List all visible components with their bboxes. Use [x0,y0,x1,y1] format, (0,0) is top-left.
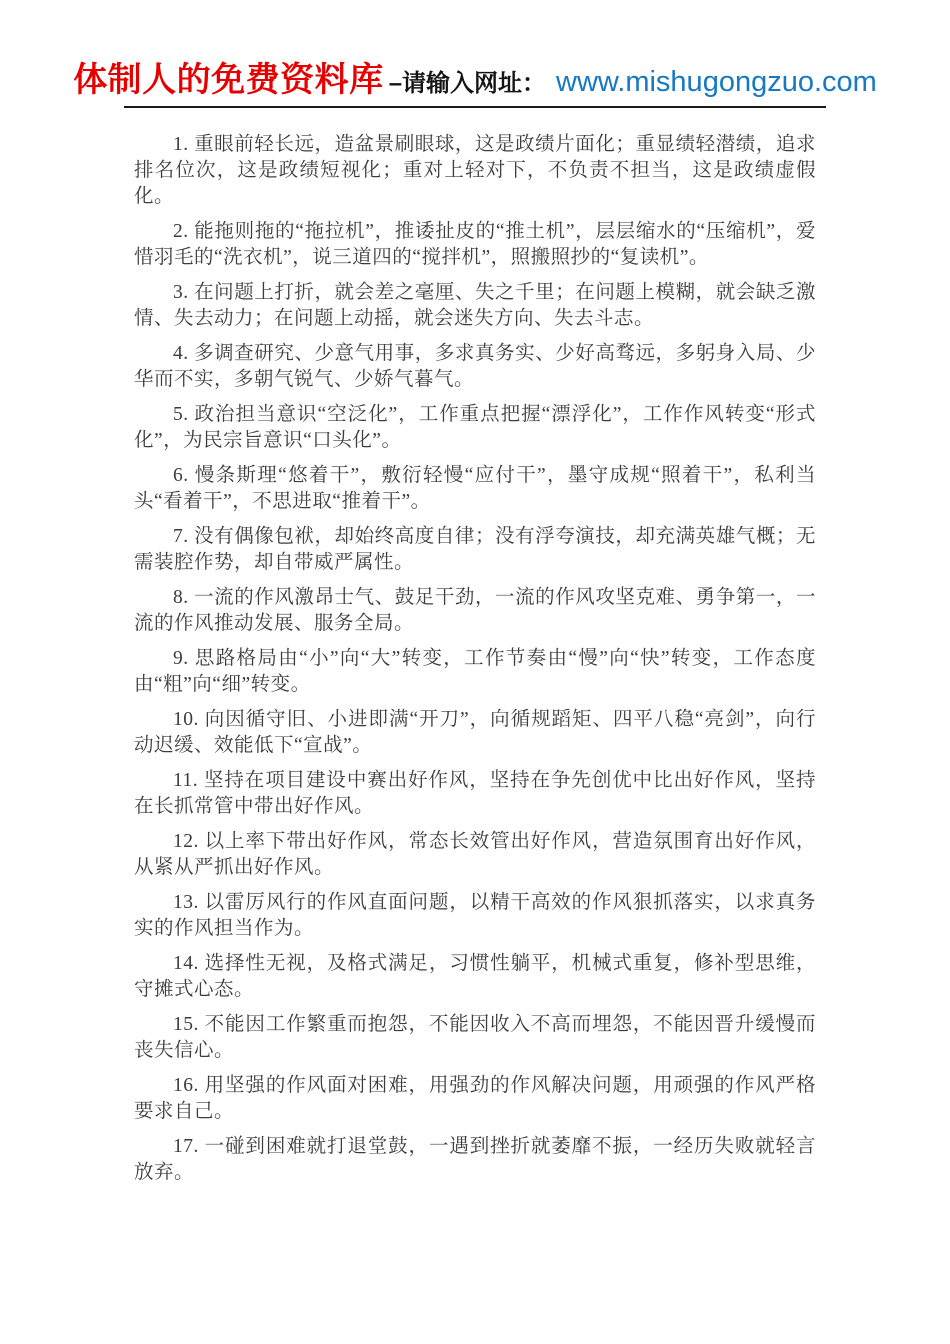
list-item: 14. 选择性无视，及格式满足，习惯性躺平，机械式重复，修补型思维，守摊式心态。 [134,953,816,1000]
list-item: 3. 在问题上打折，就会差之毫厘、失之千里；在问题上模糊，就会缺乏激情、失去动力；在问题上动摇，就会迷失方向、失去斗志。 [134,282,816,329]
url-prompt-label: –请输入网址： [388,70,547,97]
list-item: 10. 向因循守旧、小进即满“开刀”，向循规蹈矩、四平八稳“亮剑”，向行动迟缓、效能低下“宣战”。 [134,709,816,756]
site-url: www.mishugongzuo.com [556,66,877,98]
list-item: 16. 用坚强的作风面对困难，用强劲的作风解决问题，用顽强的作风严格要求自己。 [134,1075,816,1122]
list-item: 15. 不能因工作繁重而抱怨，不能因收入不高而埋怨，不能因晋升缓慢而丧失信心。 [134,1014,816,1061]
list-item: 2. 能拖则拖的“拖拉机”，推诿扯皮的“推土机”，层层缩水的“压缩机”，爱惜羽毛的“洗衣机”，说三道四的“搅拌机”，照搬照抄的“复读机”。 [134,221,816,268]
list-item: 11. 坚持在项目建设中赛出好作风，坚持在争先创优中比出好作风，坚持在长抓常管中带出好作风。 [134,770,816,817]
list-item: 6. 慢条斯理“悠着干”，敷衍轻慢“应付干”，墨守成规“照着干”，私利当头“看着干”，不思进取“推着干”。 [134,465,816,512]
list-item: 12. 以上率下带出好作风，常态长效管出好作风，营造氛围育出好作风，从紧从严抓出好作风。 [134,831,816,878]
list-item: 4. 多调查研究、少意气用事，多求真务实、少好高骛远，多躬身入局、少华而不实，多朝气锐气、少娇气暮气。 [134,343,816,390]
site-header-banner [73,0,877,108]
list-item: 9. 思路格局由“小”向“大”转变，工作节奏由“慢”向“快”转变，工作态度由“粗”向“细”转变。 [134,648,816,695]
list-item: 5. 政治担当意识“空泛化”，工作重点把握“漂浮化”，工作作风转变“形式化”，为民宗旨意识“口头化”。 [134,404,816,451]
list-item: 1. 重眼前轻长远，造盆景刷眼球，这是政绩片面化；重显绩轻潜绩，追求排名位次，这是政绩短视化；重对上轻对下，不负责不担当，这是政绩虚假化。 [134,134,816,207]
list-item: 7. 没有偶像包袱，却始终高度自律；没有浮夸演技，却充满英雄气概；无需装腔作势，却自带威严属性。 [134,526,816,573]
site-name: 体制人的免费资料库 [73,61,384,99]
document-body [134,132,816,1186]
list-item: 17. 一碰到困难就打退堂鼓，一遇到挫折就萎靡不振，一经历失败就轻言放弃。 [134,1136,816,1183]
list-item: 8. 一流的作风激昂士气、鼓足干劲，一流的作风攻坚克难、勇争第一，一流的作风推动发展、服务全局。 [134,587,816,634]
list-item: 13. 以雷厉风行的作风直面问题，以精干高效的作风狠抓落实，以求真务实的作风担当作为。 [134,892,816,939]
